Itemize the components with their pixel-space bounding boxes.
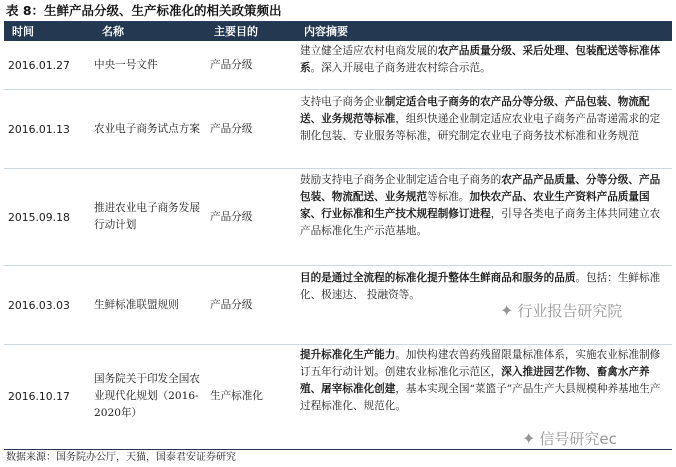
summary-emphasis: 农产品质量分级、采后处理、包装配送等标准体系: [300, 45, 661, 74]
summary-text: ，组织快递企业制定适应农业电子商务产品寄递需求的定制化包装、专业服务等标准，研究制定农业电子商务技术标准和业务规范: [300, 113, 661, 142]
watermark-text: 行业报告研究院: [517, 302, 623, 320]
cell-aim: 产品分级: [210, 298, 253, 311]
watermark: [522, 428, 617, 449]
summary-text: 。包括：生鲜标准化、极速达、 投融资等。: [300, 272, 661, 301]
header-summary: 内容摘要: [304, 25, 348, 38]
summary-emphasis: 加快农产品、农业生产资料产品质量国家、行业标准和生产技术规程制修订进程: [300, 191, 650, 220]
wechat-icon: ✦: [500, 301, 514, 320]
cell-summary: [300, 270, 670, 304]
cell-summary: [300, 43, 670, 77]
header-name: 名称: [102, 25, 124, 38]
cell-summary: [300, 172, 670, 240]
source-divider: [4, 449, 672, 450]
cell-aim: 产品分级: [210, 210, 253, 223]
summary-text: 鼓励支持电子商务企业制定适合电子商务的: [300, 174, 502, 186]
summary-text: ，基本实现全国“菜篮子”产品生产大县规模种养基地生产过程标准化、规范化。: [300, 383, 661, 412]
summary-text: ，引导各类电子商务主体共同建立农产品标准化生产示范基地。: [300, 208, 661, 237]
summary-emphasis: 深入推进园艺作物、畜禽水产养殖、屠宰标准化创建: [300, 366, 650, 395]
table-title: 表 8：生鲜产品分级、生产标准化的相关政策频出: [6, 3, 282, 18]
cell-name: 农业电子商务试点方案: [94, 122, 200, 135]
cell-name: 推进农业电子商务发展行动计划: [94, 202, 200, 231]
cell-date: 2015.09.18: [8, 210, 70, 224]
cell-date: 2016.01.27: [8, 58, 70, 72]
cell-name: 国务院关于印发全国农业现代化规划（2016-2020年）: [94, 373, 200, 419]
summary-text: 。深入开展电子商务进农村综合示范。: [310, 62, 491, 74]
cell-aim: 产品分级: [210, 122, 253, 135]
summary-text: 等标准。: [427, 191, 470, 203]
data-source: 数据来源：国务院办公厅，天猫，国泰君安证券研究: [6, 452, 236, 463]
header-time: 时间: [12, 25, 34, 38]
cell-date: 2016.10.17: [8, 390, 70, 403]
watermark: [500, 300, 622, 321]
cell-aim: 生产标准化: [210, 390, 263, 402]
summary-text: 支持电子商务企业: [300, 96, 385, 108]
watermark-text: 信号研究ec: [539, 430, 617, 448]
summary-text: 。加快构建农兽药残留限量标准体系，实施农业标准制修订五年行动计划。创建农业标准化示范区，: [300, 349, 661, 378]
table-row: [4, 41, 672, 90]
cell-name: 生鲜标准联盟规则: [94, 298, 179, 311]
summary-emphasis: 目的是通过全流程的标准化提升整体生鲜商品和服务的品质: [300, 272, 576, 284]
cell-aim: 产品分级: [210, 58, 253, 71]
summary-text: 建立健全适应农村电商发展的: [300, 45, 438, 57]
summary-emphasis: 农产品产品质量、分等分级、产品包装、物流配送、业务规范: [300, 174, 661, 203]
table-header: [4, 22, 672, 41]
cell-name: 中央一号文件: [94, 58, 158, 71]
cell-date: 2016.03.03: [8, 298, 70, 312]
cell-date: 2016.01.13: [8, 122, 70, 136]
summary-emphasis: 提升标准化生产能力: [300, 349, 396, 361]
cell-summary: [300, 94, 670, 145]
wechat-icon: ✦: [522, 429, 536, 448]
table-row: [4, 169, 672, 266]
cell-summary: [300, 347, 670, 415]
header-aim: 主要目的: [214, 25, 258, 38]
table-row: [4, 90, 672, 169]
summary-emphasis: 制定适合电子商务的农产品分等分级、产品包装、物流配送、业务规范等标准: [300, 96, 650, 125]
